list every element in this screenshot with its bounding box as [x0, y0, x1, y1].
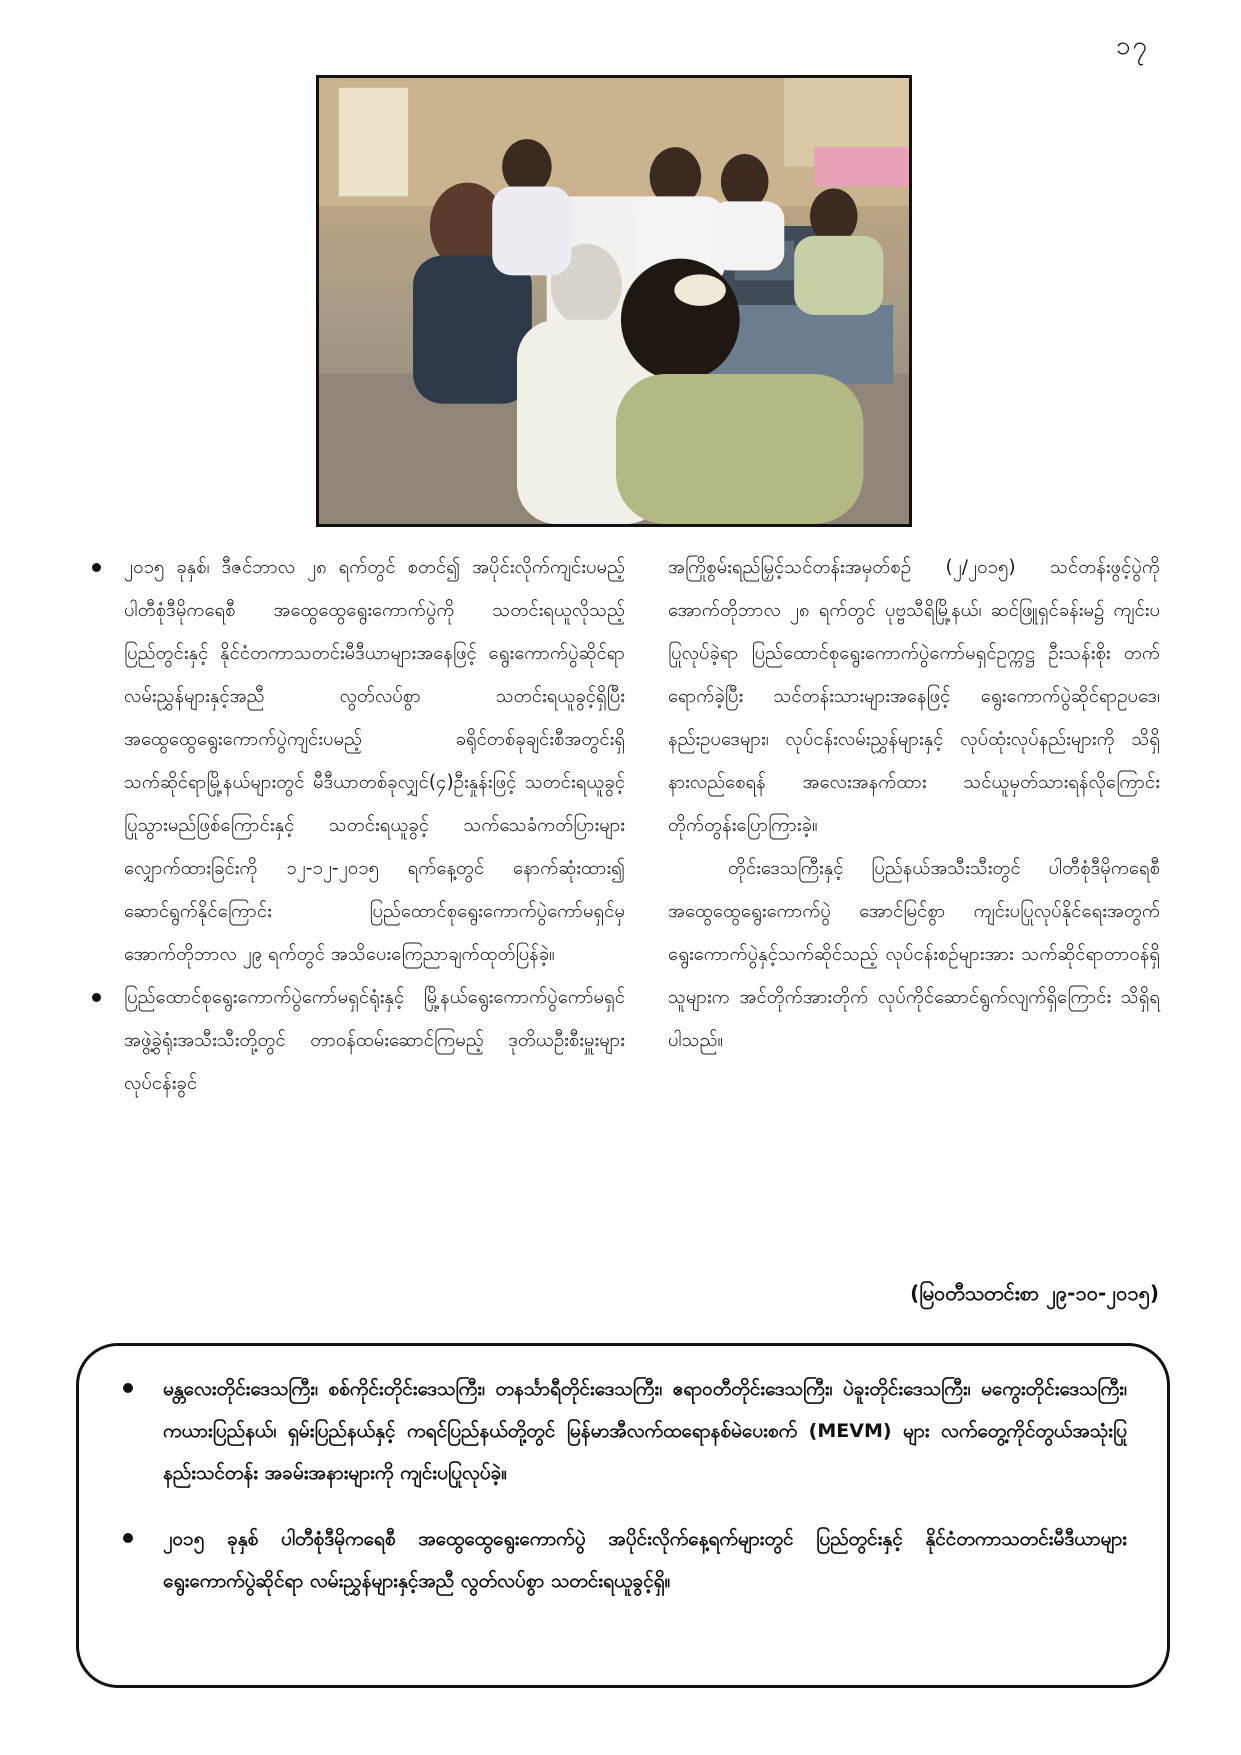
- source-citation: (မြဝတီသတင်းစာ ၂၉-၁၀-၂၀၁၅): [910, 1281, 1159, 1305]
- bullet-text: ပြည်ထောင်စုရွေးကောက်ပွဲကော်မရှင်ရုံးနှင့် မြို့နယ်ရွေးကောက်ပွဲကော်မရှင်အဖွဲ့ခွဲရုံးအသီးသီးတို့တွင် တာဝန်ထမ်းဆောင်ကြမည့် ဒုတိယဦးစီးမှူးများ လုပ်ငန်းခွင်: [124, 987, 625, 1094]
- news-photo: [316, 75, 912, 527]
- highlight-text: ၂၀၁၅ ခုနှစ် ပါတီစုံဒီမိုကရေစီ အထွေထွေရွေးကောက်ပွဲ အပိုင်းလိုက်နေ့ရက်များတွင် ပြည်တွင်းနှင့် နိုင်ငံတကာသတင်းမီဒီယာများ ရွေးကောက်ပွဲဆိုင်ရာ လမ်းညွှန်များနှင့်အညီ လွတ်လပ်စွာ သတင်းရယူခွင့်ရှိ။: [163, 1528, 1127, 1592]
- bullet-icon: [123, 1533, 133, 1543]
- bullet-icon: [92, 993, 101, 1002]
- news-bullet-training: [90, 976, 625, 1105]
- training-paragraph: အကြိုစွမ်းရည်မြှင့်သင်တန်းအမှတ်စဉ် (၂/၂၀၁၅) သင်တန်းဖွင့်ပွဲကို အောက်တိုဘာလ ၂၈ ရက်တွင် ပုဗ္ဗသီရိမြို့နယ်၊ ဆင်ဖြူရှင်ခန်းမ၌ ကျင်းပပြုလုပ်ခဲ့ရာ ပြည်ထောင်စုရွေးကောက်ပွဲကော်မရှင်ဥက္ကဋ္ဌ ဦးသန်းစိုး တက်ရောက်ခဲ့ပြီး သင်တန်းသားများအနေဖြင့် ရွေးကောက်ပွဲဆိုင်ရာဥပဒေ၊ နည်းဥပဒေများ၊ လုပ်ငန်းလမ်းညွှန်များနှင့် လုပ်ထုံးလုပ်နည်းများကို သိရှိနားလည်စေရန် အလေးအနက်ထား သင်ယူမှတ်သားရန်လိုကြောင်း တိုက်တွန်းပြောကြားခဲ့။: [668, 557, 1160, 836]
- bullet-text: ၂၀၁၅ ခုနှစ်၊ ဒီဇင်ဘာလ ၂၈ ရက်တွင် စတင်၍ အပိုင်းလိုက်ကျင်းပမည့် ပါတီစုံဒီမိုကရေစီ အထွေထွေရွေးကောက်ပွဲကို သတင်းရယူလိုသည့် ပြည်တွင်းနှင့် နိုင်ငံတကာသတင်းမီဒီယာများအနေဖြင့် ရွေးကောက်ပွဲဆိုင်ရာလမ်းညွှန်များနှင့်အညီ လွတ်လပ်စွာ သတင်းရယူခွင့်ရှိပြီး အထွေထွေရွေးကောက်ပွဲကျင်းပမည့် ခရိုင်တစ်ခုချင်းစီအတွင်းရှိ သက်ဆိုင်ရာမြို့နယ်များတွင် မီဒီယာတစ်ခုလျှင်(၄)ဦးနှုန်းဖြင့် သတင်းရယူခွင့်ပြုသွားမည်ဖြစ်ကြောင်းနှင့် သတင်းရယူခွင့် သက်သေခံကတ်ပြားများလျှောက်ထားခြင်းကို ၁၂-၁၂-၂၀၁၅ ရက်နေ့တွင် နောက်ဆုံးထား၍ ဆောင်ရွက်နိုင်ကြောင်း ပြည်ထောင်စုရွေးကောက်ပွဲကော်မရှင်မှ အောက်တိုဘာလ ၂၉ ရက်တွင် အသိပေးကြေညာချက်ထုတ်ပြန်ခဲ့။: [124, 557, 625, 965]
- news-bullet-media-access: [90, 546, 625, 976]
- right-column: [668, 546, 1160, 1062]
- page-number: ၁၇: [1115, 31, 1149, 61]
- highlight-item-mevm: [123, 1368, 1127, 1494]
- highlight-text: မန္တလေးတိုင်းဒေသကြီး၊ စစ်ကိုင်းတိုင်းဒေသကြီး၊ တနင်္သာရီတိုင်းဒေသကြီး၊ ဧရာဝတီတိုင်းဒေသကြီး၊ ပဲခူးတိုင်းဒေသကြီး၊ မကွေးတိုင်းဒေသကြီး၊ ကယားပြည်နယ်၊ ရှမ်းပြည်နယ်နှင့် ကရင်ပြည်နယ်တို့တွင် မြန်မာအီလက်ထရောနစ်မဲပေးစက် (MEVM) များ လက်တွေ့ကိုင်တွယ်အသုံးပြုနည်းသင်တန်း အခမ်းအနားများကို ကျင်းပပြုလုပ်ခဲ့။: [163, 1378, 1127, 1484]
- regional-paragraph: တိုင်းဒေသကြီးနှင့် ပြည်နယ်အသီးသီးတွင် ပါတီစုံဒီမိုကရေစီအထွေထွေရွေးကောက်ပွဲ အောင်မြင်စွာ ကျင်းပပြုလုပ်နိုင်ရေးအတွက် ရွေးကောက်ပွဲနှင့်သက်ဆိုင်သည့် လုပ်ငန်းစဉ်များအား သက်ဆိုင်ရာတာဝန်ရှိသူများက အင်တိုက်အားတိုက် လုပ်ကိုင်ဆောင်ရွက်လျက်ရှိကြောင်း သိရှိရပါသည်။: [668, 858, 1160, 1051]
- bullet-icon: [123, 1383, 133, 1393]
- left-column: [90, 546, 625, 1105]
- highlight-item-media: [123, 1518, 1127, 1602]
- bullet-icon: [92, 563, 101, 572]
- photo-election-voting-machine-icon: [319, 78, 909, 524]
- highlight-box: [76, 1343, 1170, 1688]
